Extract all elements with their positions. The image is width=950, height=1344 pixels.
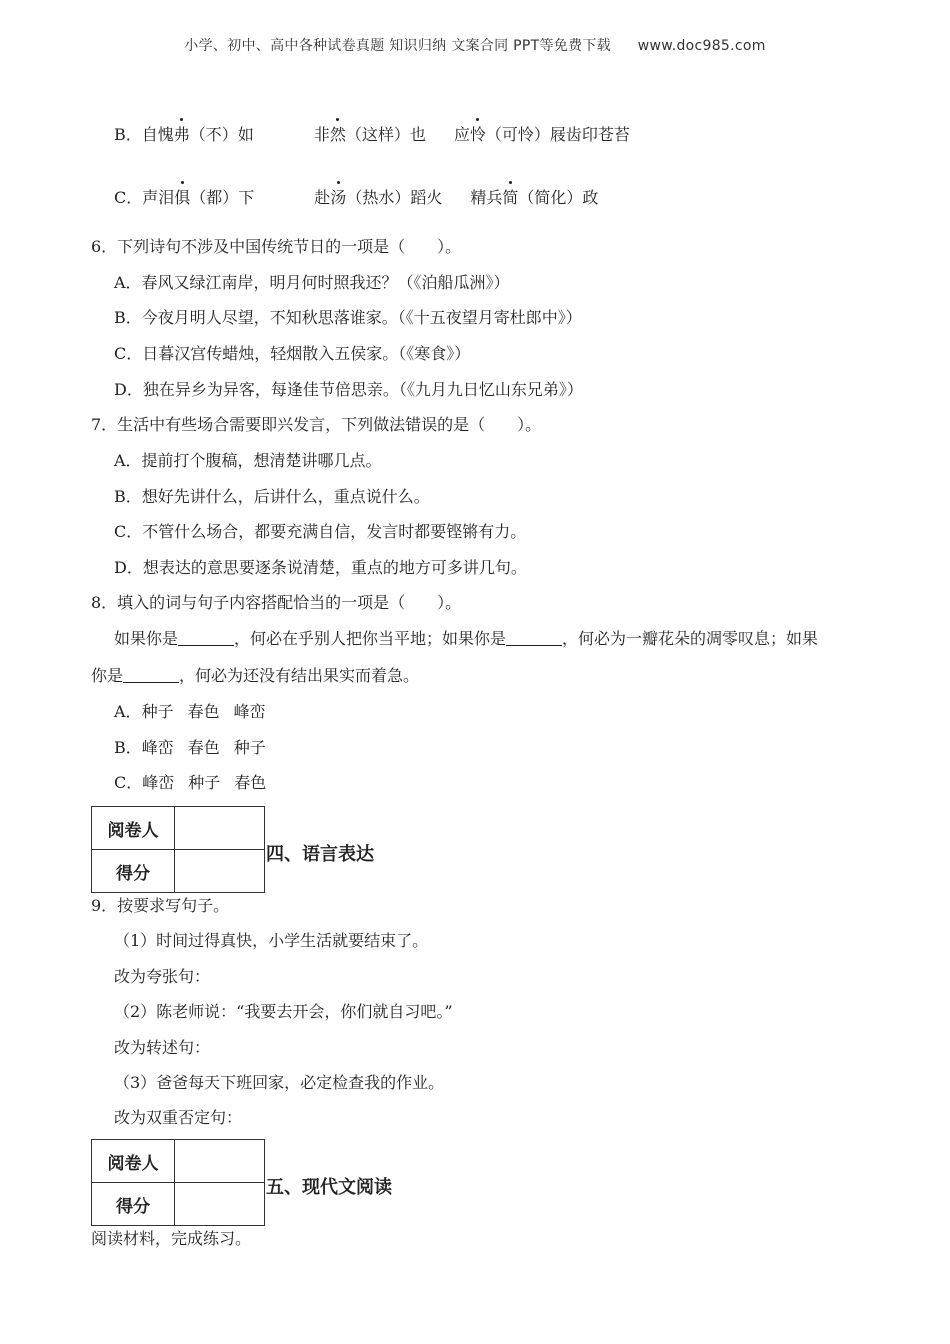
header-url: www.doc985.com: [637, 38, 766, 54]
q8-text: 如果你是: [114, 629, 179, 648]
q9-sentence-2: （2）陈老师说：“我要去开会，你们就自习吧。”: [114, 1002, 453, 1021]
q9-requirement-3: 改为双重否定句：: [114, 1108, 243, 1127]
section-title: 五、现代文阅读: [266, 1177, 392, 1198]
q9-sentence-3: （3）爸爸每天下班回家，必定检查我的作业。: [114, 1073, 445, 1092]
option-word: 峰峦: [233, 702, 266, 721]
q5b-w2a: 非: [313, 125, 330, 144]
dotted-char: 汤: [330, 188, 347, 207]
q7-option-d[interactable]: D．想表达的意思要逐条说清楚，重点的地方可多讲几句。: [114, 558, 527, 577]
score-cell[interactable]: [175, 1183, 265, 1226]
q7-option-b[interactable]: B．想好先讲什么，后讲什么，重点说什么。: [114, 487, 430, 506]
fill-blank[interactable]: [506, 629, 562, 646]
option-label: B．: [114, 738, 142, 757]
q5b-rest1: （不）如: [189, 125, 254, 144]
q8-text: ，何必为一瓣花朵的凋零叹息；如果: [562, 629, 819, 648]
reviewer-label: 阅卷人: [92, 1140, 175, 1183]
option-label: A．: [114, 702, 142, 721]
reading-instruction: 阅读材料，完成练习。: [91, 1229, 252, 1248]
q8-stem: 8．填入的词与句子内容搭配恰当的一项是（ ）。: [91, 593, 462, 612]
q6-option-c[interactable]: C．日暮汉宫传蜡烛，轻烟散入五侯家。（《寒食》）: [114, 344, 471, 363]
option-label: C．: [114, 773, 143, 792]
q6-option-a[interactable]: A．春风又绿江南岸，明月何时照我还？（《泊船瓜洲》）: [114, 273, 510, 292]
fill-blank[interactable]: [178, 629, 234, 646]
option-word: 种子: [188, 773, 221, 792]
q5c-rest3: （简化）政: [518, 188, 599, 207]
q8-option-c[interactable]: [114, 772, 266, 794]
q5c-w2a: 赴: [314, 188, 331, 207]
option-word: 种子: [233, 738, 266, 757]
q5b-rest2: （这样）也: [345, 125, 426, 144]
q8-passage-line1: [114, 628, 818, 650]
score-box: [91, 1139, 265, 1226]
dotted-char: 怜: [469, 125, 486, 144]
dotted-char: 简: [502, 188, 519, 207]
q5c-rest2: （热水）蹈火: [346, 188, 443, 207]
q7-option-a[interactable]: A．提前打个腹稿，想清楚讲哪几点。: [114, 451, 382, 470]
q5-option-b[interactable]: [114, 124, 630, 146]
option-word: 峰峦: [142, 773, 175, 792]
q8-text: 你是: [91, 666, 124, 685]
dotted-char: 弗: [173, 125, 190, 144]
dotted-char: 然: [329, 125, 346, 144]
page-header: [0, 35, 950, 55]
q9-sentence-1: （1）时间过得真快，小学生活就要结束了。: [114, 931, 429, 950]
dotted-char: 俱: [174, 188, 191, 207]
reviewer-cell[interactable]: [175, 1140, 265, 1183]
score-label: 得分: [92, 1183, 175, 1226]
q7-stem: 7．生活中有些场合需要即兴发言，下列做法错误的是（ ）。: [91, 415, 542, 434]
q8-text: ，何必为还没有结出果实而着急。: [179, 666, 420, 685]
q6-option-b[interactable]: B．今夜月明人尽望，不知秋思落谁家。（《十五夜望月寄杜郎中》）: [114, 308, 582, 327]
q5-option-c[interactable]: [114, 187, 598, 209]
option-word: 春色: [187, 738, 220, 757]
q5c-prefix: C．声泪: [114, 188, 175, 207]
q5b-prefix: B．自愧: [114, 125, 174, 144]
q5c-rest1: （都）下: [190, 188, 255, 207]
q8-option-b[interactable]: [114, 737, 266, 759]
q6-option-d[interactable]: D．独在异乡为异客，每逢佳节倍思亲。（《九月九日忆山东兄弟》）: [114, 380, 583, 399]
score-cell[interactable]: [175, 850, 265, 893]
option-word: 峰峦: [141, 738, 174, 757]
q9-stem: 9．按要求写句子。: [91, 896, 230, 915]
q7-option-c[interactable]: C．不管什么场合，都要充满自信，发言时都要铿锵有力。: [114, 522, 527, 541]
reviewer-cell[interactable]: [175, 807, 265, 850]
option-word: 春色: [234, 773, 267, 792]
score-label: 得分: [92, 850, 175, 893]
q5b-rest3: （可怜）屐齿印苍苔: [485, 125, 630, 144]
q8-text: ，何必在乎别人把你当平地；如果你是: [234, 629, 507, 648]
q8-option-a[interactable]: [114, 701, 266, 723]
q5c-w3a: 精兵: [470, 188, 503, 207]
q9-requirement-1: 改为夸张句：: [114, 967, 211, 986]
reviewer-label: 阅卷人: [92, 807, 175, 850]
q9-requirement-2: 改为转述句：: [114, 1038, 211, 1057]
q5b-w3a: 应: [453, 125, 470, 144]
q6-stem: 6．下列诗句不涉及中国传统节日的一项是（ ）。: [91, 237, 462, 256]
score-box: [91, 806, 265, 893]
fill-blank[interactable]: [123, 666, 179, 683]
q8-passage-line2: [91, 665, 419, 687]
option-word: 春色: [187, 702, 220, 721]
option-word: 种子: [141, 702, 174, 721]
header-text: 小学、初中、高中各种试卷真题 知识归纳 文案合同 PPT等免费下载: [184, 38, 611, 54]
section-title: 四、语言表达: [266, 844, 374, 865]
